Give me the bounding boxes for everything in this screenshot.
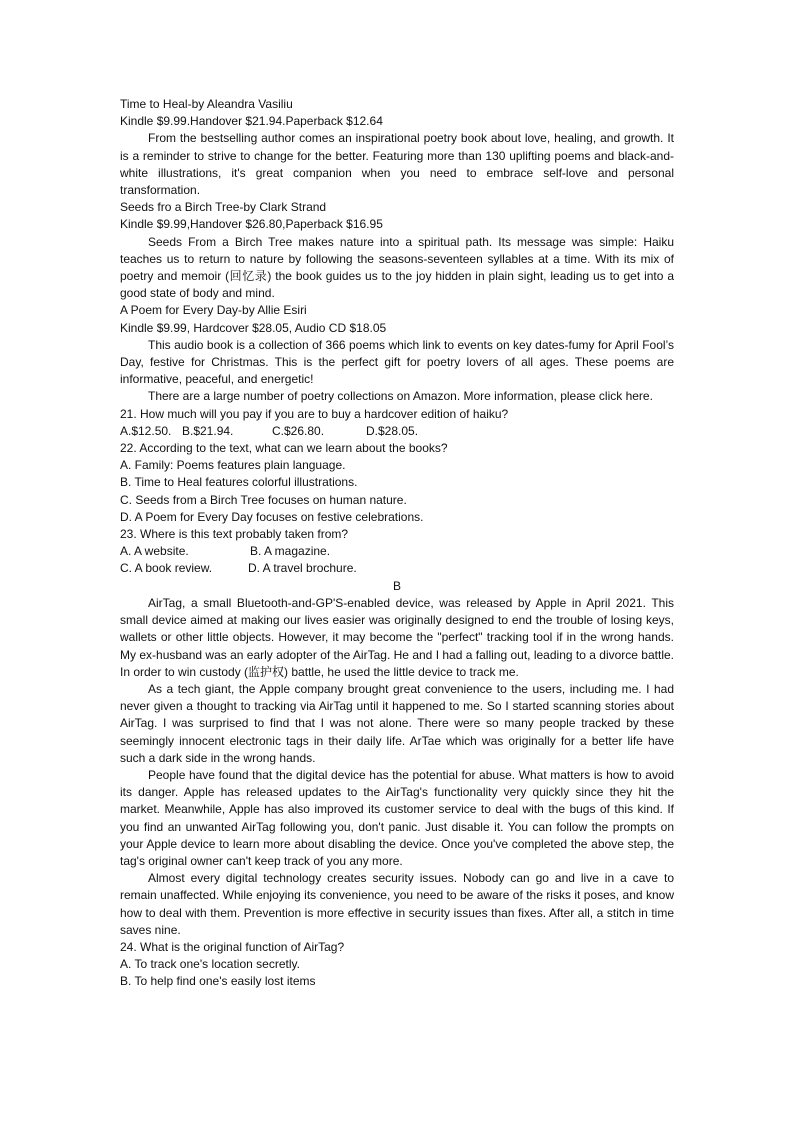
option-b: B. A magazine. [250,544,331,559]
book-description: Seeds From a Birch Tree makes nature into a spiritual path. Its message was simple: Haiku teaches us to return to nature by following the seasons-seventeen syllables at a time. With its mix of poetry and memoir (回忆录) the book guides us to the joy hidden in plain sight, leading us to get into a good state of body and mind. [120,234,674,301]
option-c: C. Seeds from a Birch Tree focuses on human nature. [120,492,407,507]
book-title: A Poem for Every Day-by Allie Esiri [120,303,307,318]
option-c: C.$26.80. [272,423,325,438]
option-b: B. Time to Heal features colorful illustrations. [120,475,358,490]
passage-b-paragraph: AirTag, a small Bluetooth-and-GP'S-enabled device, was released by Apple in April 2021. This small device aimed at making our lives easier was originally designed to end the trouble of losing keys, wallets or other little objects. However, it may become the "perfect" tracking tool if in the wrong hands. My ex-husband was an early adopter of the AirTag. He and I had a falling out, leading to a divorce battle. In order to win custody (监护权) battle, he used the little device to track me. [120,595,674,679]
option-b: B.$21.94. [182,423,234,438]
question-23-options-row-1 [120,543,674,560]
passage-b-paragraph: People have found that the digital device has the potential for abuse. What matters is how to avoid its danger. Apple has released updates to the AirTag's functionality very quickly since they hit the market. Meanwhile, Apple has also improved its customer service to deal with the bugs of this kind. If you find an unwanted AirTag following you, don't panic. Just disable it. You can follow the prompts on your Apple device to learn more about disabling the device. Once you've completed the above step, the tag's original owner can't keep track of you any more. [120,767,674,868]
option-d: D.$28.05. [366,423,419,438]
option-a: A. To track one's location secretly. [120,957,300,972]
document-page [120,96,674,991]
book-prices: Kindle $9.99,Handover $26.80,Paperback $16.95 [120,217,383,232]
option-a: A.$12.50. [120,423,172,438]
question-23-stem: 23. Where is this text probably taken from? [120,527,349,542]
book-description: This audio book is a collection of 366 poems which link to events on key dates-fumy for April Fool’s Day, festive for Christmas. This is the perfect gift for poetry lovers of all ages. These poems are informative, peaceful, and energetic! [120,337,674,387]
question-24-stem: 24. What is the original function of AirTag? [120,939,345,954]
book-title: Time to Heal-by Aleandra Vasiliu [120,97,293,111]
book-prices: Kindle $9.99.Handover $21.94.Paperback $12.64 [120,114,383,129]
option-a: A. A website. [120,544,189,559]
option-c: C. A book review. [120,561,213,576]
passage-b-paragraph: Almost every digital technology creates security issues. Nobody can go and live in a cave to remain unaffected. While enjoying its convenience, you need to be aware of the risks it poses, and know how to deal with them. Prevention is more effective in security issues than fixes. After all, a stitch in time saves nine. [120,871,674,937]
option-d: D. A travel brochure. [248,561,357,576]
question-23-options-row-2 [120,560,674,577]
question-22-stem: 22. According to the text, what can we learn about the books? [120,441,448,456]
book-prices: Kindle $9.99, Hardcover $28.05, Audio CD $18.05 [120,320,387,335]
passage-b-paragraph: As a tech giant, the Apple company brought great convenience to the users, including me. I had never given a thought to tracking via AirTag until it happened to me. So I started scanning stories about AirTag. I was surprised to find that I was not alone. There were so many people tracked by these seemingly innocent electronic tags in their daily life. ArTae which was originally for a better life have such a dark side in the wrong hands. [120,681,674,765]
section-b-heading: B [392,578,401,593]
book-title: Seeds fro a Birch Tree-by Clark Strand [120,200,327,215]
closing-paragraph: There are a large number of poetry collections on Amazon. More information, please click here. [148,389,653,404]
question-21-stem: 21. How much will you pay if you are to buy a hardcover edition of haiku? [120,406,509,421]
option-b: B. To help find one's easily lost items [120,974,316,989]
option-d: D. A Poem for Every Day focuses on festive celebrations. [120,509,424,524]
question-21-options [120,423,674,440]
option-a: A. Family: Poems features plain language. [120,458,346,473]
book-description: From the bestselling author comes an inspirational poetry book about love, healing, and growth. It is a reminder to strive to change for the better. Featuring more than 130 uplifting poems and black-and-white illustrations, it's great companion when you need to embrace self-love and personal transformation. [120,131,674,198]
